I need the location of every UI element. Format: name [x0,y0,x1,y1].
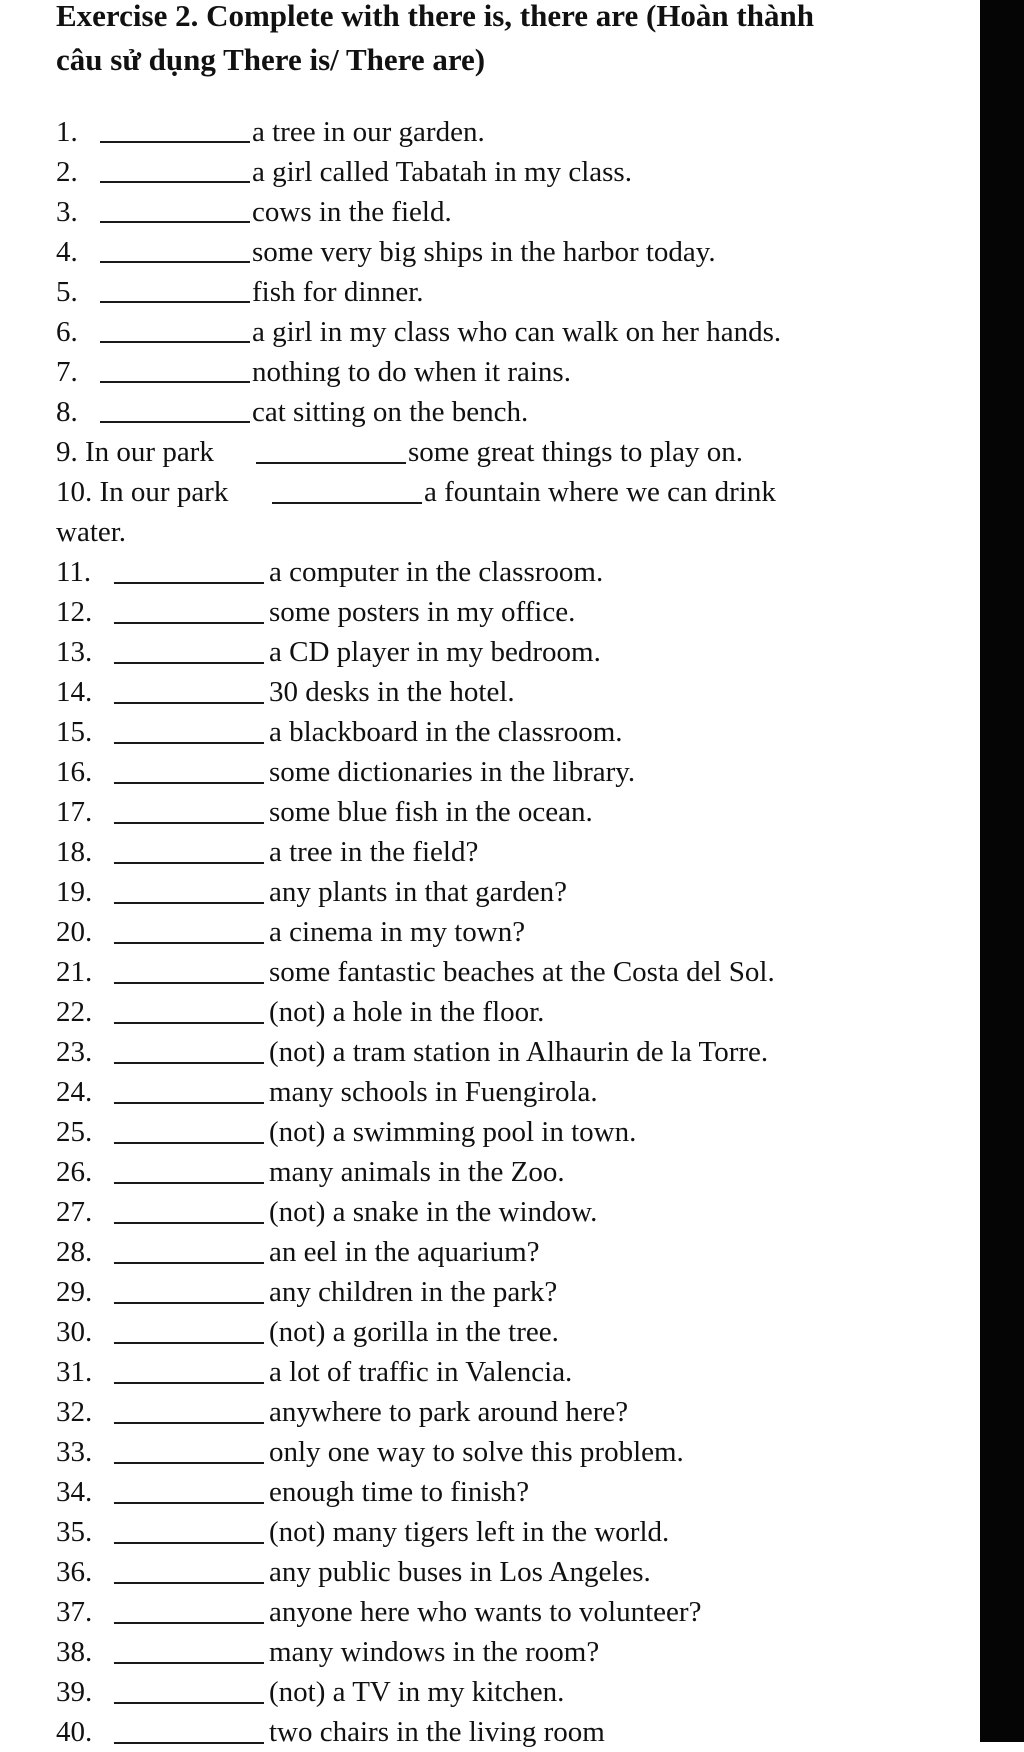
item-text: (not) a swimming pool in town. [269,1116,637,1148]
item-number: 19. [56,876,93,908]
item-text: 30 desks in the hotel. [269,676,515,708]
screen-edge-bar [980,0,1024,1742]
exercise-item-6 [56,312,971,352]
exercise-item-7 [56,352,971,392]
exercise-item-30 [56,1312,971,1352]
answer-blank [272,502,422,504]
item-number: 34. [56,1476,93,1508]
item-text: some great things to play on. [408,436,744,468]
item-number: 26. [56,1156,93,1188]
item-number: 16. [56,756,93,788]
item-text: a tree in our garden. [252,116,485,148]
item-text: a CD player in my bedroom. [269,636,601,668]
item-text: nothing to do when it rains. [252,356,571,388]
answer-blank [114,1622,264,1624]
item-number: 23. [56,1036,93,1068]
item-number: 1. [56,116,78,148]
item-number: 39. [56,1676,93,1708]
item-number: 31. [56,1356,93,1388]
item-number: 30. [56,1316,93,1348]
item-text: many schools in Fuengirola. [269,1076,598,1108]
answer-blank [114,1062,264,1064]
item-number: 24. [56,1076,93,1108]
answer-blank [114,1582,264,1584]
item-text: (not) many tigers left in the world. [269,1516,670,1548]
item-text: an eel in the aquarium? [269,1236,540,1268]
answer-blank [114,1382,264,1384]
exercise-item-37 [56,1592,971,1632]
answer-blank [100,141,250,143]
exercise-item-12 [56,592,971,632]
item-text: two chairs in the living room [269,1716,605,1748]
exercise-item-38 [56,1632,971,1672]
item-number: 25. [56,1116,93,1148]
item-number: 36. [56,1556,93,1588]
answer-blank [114,1022,264,1024]
exercise-item-24 [56,1072,971,1112]
item-number: 12. [56,596,93,628]
exercise-item-34 [56,1472,971,1512]
item-text: a girl called Tabatah in my class. [252,156,632,188]
item-text: cows in the field. [252,196,452,228]
item-text: many animals in the Zoo. [269,1156,565,1188]
exercise-title-line-1: Exercise 2. Complete with there is, there are (Hoàn thành [56,0,814,33]
item-text: (not) a tram station in Alhaurin de la Torre. [269,1036,769,1068]
answer-blank [114,1502,264,1504]
item-number: 29. [56,1276,93,1308]
exercise-item-14 [56,672,971,712]
item-text: only one way to solve this problem. [269,1436,684,1468]
answer-blank [114,862,264,864]
item-text: anywhere to park around here? [269,1396,629,1428]
item-text: a tree in the field? [269,836,479,868]
exercise-title-line-2: câu sử dụng There is/ There are) [56,42,486,77]
answer-blank [114,1302,264,1304]
answer-blank [114,1422,264,1424]
answer-blank [114,742,264,744]
exercise-item-25 [56,1112,971,1152]
answer-blank [114,1142,264,1144]
item-number: 4. [56,236,78,268]
answer-blank [114,1342,264,1344]
answer-blank [114,1262,264,1264]
item-text: some dictionaries in the library. [269,756,636,788]
item-number: 14. [56,676,93,708]
answer-blank [114,1462,264,1464]
item-text: a girl in my class who can walk on her hands. [252,316,782,348]
exercise-item-31 [56,1352,971,1392]
item-number: 3. [56,196,78,228]
item-text: a lot of traffic in Valencia. [269,1356,573,1388]
answer-blank [100,261,250,263]
item-number: 15. [56,716,93,748]
exercise-item-9 [56,432,971,472]
item-number: 11. [56,556,92,588]
exercise-title [56,0,966,82]
answer-blank [114,1222,264,1224]
exercise-item-32 [56,1392,971,1432]
exercise-item-20 [56,912,971,952]
answer-blank [100,221,250,223]
item-number: 5. [56,276,78,308]
item-text: fish for dinner. [252,276,424,308]
answer-blank [114,822,264,824]
item-text: a blackboard in the classroom. [269,716,623,748]
exercise-item-28 [56,1232,971,1272]
item-text: (not) a snake in the window. [269,1196,598,1228]
answer-blank [114,622,264,624]
answer-blank [114,1542,264,1544]
exercise-item-21 [56,952,971,992]
item-number: 32. [56,1396,93,1428]
exercise-item-40 [56,1712,971,1752]
answer-blank [114,782,264,784]
exercise-item-39 [56,1672,971,1712]
item-text: a cinema in my town? [269,916,526,948]
exercise-item-17 [56,792,971,832]
exercise-item-23 [56,1032,971,1072]
exercise-item-8 [56,392,971,432]
item-text: (not) a TV in my kitchen. [269,1676,565,1708]
item-text: some fantastic beaches at the Costa del Sol. [269,956,775,988]
item-number: 35. [56,1516,93,1548]
item-number: 37. [56,1596,93,1628]
exercise-item-3 [56,192,971,232]
item-number: 22. [56,996,93,1028]
item-number: 20. [56,916,93,948]
item-number: 7. [56,356,78,388]
item-text: a computer in the classroom. [269,556,604,588]
exercise-item-36 [56,1552,971,1592]
item-number: 13. [56,636,93,668]
item-text: some very big ships in the harbor today. [252,236,716,268]
item-text: many windows in the room? [269,1636,600,1668]
exercise-item-18 [56,832,971,872]
exercise-item-5 [56,272,971,312]
answer-blank [100,341,250,343]
item-number: 6. [56,316,78,348]
item-text: enough time to finish? [269,1476,530,1508]
exercise-item-15 [56,712,971,752]
exercise-item-1 [56,112,971,152]
answer-blank [114,982,264,984]
exercise-list [56,112,971,1752]
item-text: (not) a hole in the floor. [269,996,545,1028]
exercise-item-13 [56,632,971,672]
exercise-item-33 [56,1432,971,1472]
exercise-item-22 [56,992,971,1032]
answer-blank [100,381,250,383]
answer-blank [114,902,264,904]
item-number: 9. In our park [56,436,214,468]
exercise-item-29 [56,1272,971,1312]
answer-blank [114,582,264,584]
answer-blank [100,301,250,303]
exercise-item-27 [56,1192,971,1232]
answer-blank [114,1102,264,1104]
item-number: 38. [56,1636,93,1668]
item-text: a fountain where we can drink [424,476,776,508]
item-text: any public buses in Los Angeles. [269,1556,651,1588]
exercise-item-2 [56,152,971,192]
item-number: 18. [56,836,93,868]
item-text: any children in the park? [269,1276,558,1308]
item-text: some blue fish in the ocean. [269,796,593,828]
answer-blank [114,1742,264,1744]
item-number: 17. [56,796,93,828]
exercise-item-19 [56,872,971,912]
item-number: 40. [56,1716,93,1748]
answer-blank [114,662,264,664]
item-number: 21. [56,956,93,988]
exercise-item-10 [56,472,971,552]
answer-blank [100,421,250,423]
exercise-item-35 [56,1512,971,1552]
item-number: 27. [56,1196,93,1228]
item-number: 10. In our park [56,476,229,508]
item-text-continued: water. [56,516,127,548]
answer-blank [256,462,406,464]
item-text: some posters in my office. [269,596,576,628]
answer-blank [114,1182,264,1184]
answer-blank [100,181,250,183]
exercise-item-11 [56,552,971,592]
item-number: 33. [56,1436,93,1468]
item-number: 8. [56,396,78,428]
item-text: any plants in that garden? [269,876,567,908]
exercise-item-16 [56,752,971,792]
answer-blank [114,1662,264,1664]
item-number: 28. [56,1236,93,1268]
item-number: 2. [56,156,78,188]
answer-blank [114,702,264,704]
item-text: anyone here who wants to volunteer? [269,1596,702,1628]
answer-blank [114,1702,264,1704]
exercise-item-4 [56,232,971,272]
item-text: cat sitting on the bench. [252,396,529,428]
exercise-item-26 [56,1152,971,1192]
answer-blank [114,942,264,944]
item-text: (not) a gorilla in the tree. [269,1316,559,1348]
